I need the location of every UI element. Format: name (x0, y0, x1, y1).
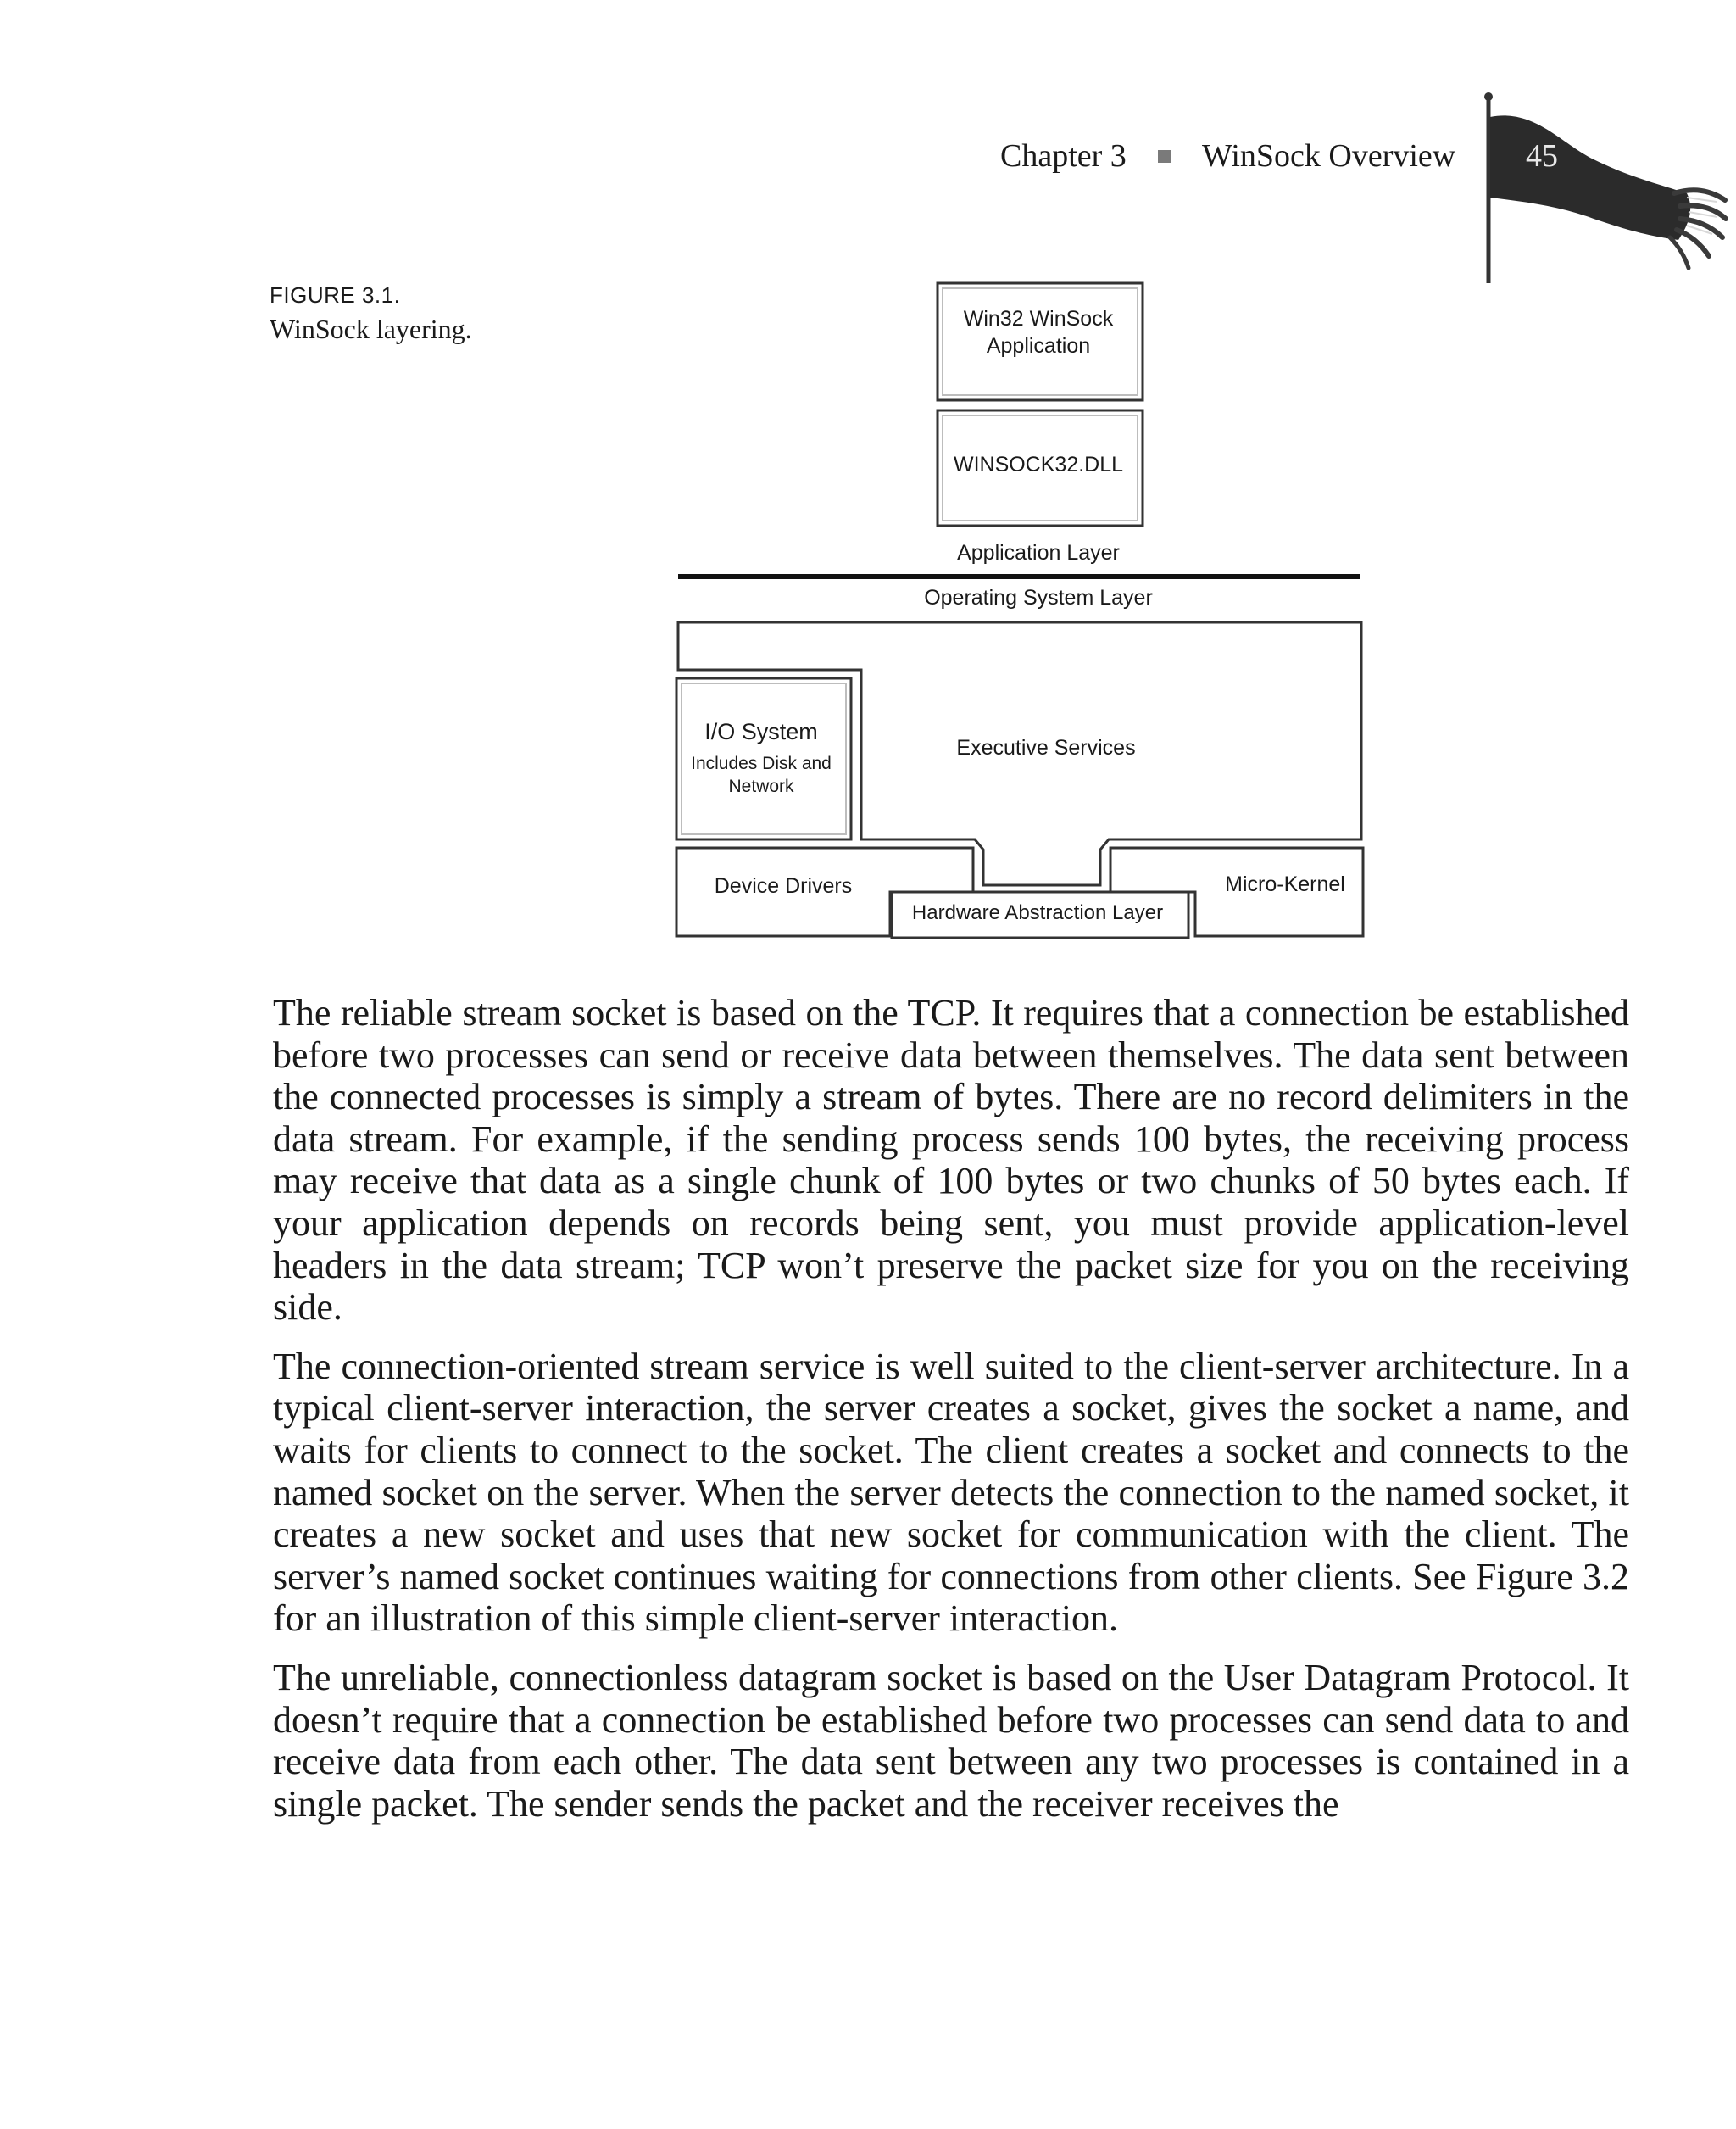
square-bullet-icon (1158, 150, 1171, 163)
body-text (273, 992, 1629, 1842)
winsock-layering-diagram (661, 271, 1382, 950)
io-system-sub-line2: Network (728, 777, 794, 796)
micro-kernel-label: Micro-Kernel (1225, 872, 1345, 896)
paragraph-unreliable-datagram-socket: The unreliable, connectionless datagram socket is based on the User Datagram Protocol. It doesn’t require that a connection be established before two processes can send data to and receive data from each other. The data sent between any two processes is contained in a single packet. The sender sends the packet and the receiver receives the (273, 1656, 1629, 1825)
app-box-line2: Application (986, 334, 1091, 358)
io-system-label: I/O System (704, 719, 818, 744)
os-layer-label: Operating System Layer (924, 586, 1153, 610)
running-header-title: WinSock Overview (1202, 138, 1456, 174)
hal-label: Hardware Abstraction Layer (911, 901, 1164, 924)
page-number: 45 (1526, 138, 1558, 174)
executive-services-label: Executive Services (956, 736, 1136, 760)
app-box-line1: Win32 WinSock (963, 307, 1114, 331)
io-system-sub-line1: Includes Disk and (691, 754, 832, 773)
figure-caption: WinSock layering. (270, 314, 472, 344)
running-header-chapter: Chapter 3 (1000, 138, 1127, 174)
paragraph-connection-oriented-service: The connection-oriented stream service is well suited to the client-server architecture. In a typical client-server interaction, the server creates a socket, gives the socket a name, and waits for clients to connect to the socket. The client creates a socket and connects to the named socket on the server. When the server detects the connection to the named socket, it creates a new socket and uses that new socket for communication with the client. The server’s named socket continues waiting for connections from other clients. See Figure 3.2 for an illustration of this simple client-server interaction. (273, 1345, 1629, 1640)
dll-label: WINSOCK32.DLL (953, 453, 1124, 477)
figure-label: FIGURE 3.1. (270, 282, 401, 308)
device-drivers-label: Device Drivers (714, 874, 853, 898)
waving-flag-icon (1433, 92, 1729, 295)
application-layer-label: Application Layer (957, 541, 1120, 565)
paragraph-reliable-stream-socket: The reliable stream socket is based on the TCP. It requires that a connection be established before two processes can send or receive data between themselves. The data sent between the connected processes is simply a stream of bytes. There are no record delimiters in the data stream. For example, if the sending process sends 100 bytes, the receiving process may receive that data as a single chunk of 100 bytes or two chunks of 50 bytes each. If your application depends on records being sent, you must provide application-level headers in the data stream; TCP won’t preserve the packet size for you on the receiving side. (273, 992, 1629, 1329)
